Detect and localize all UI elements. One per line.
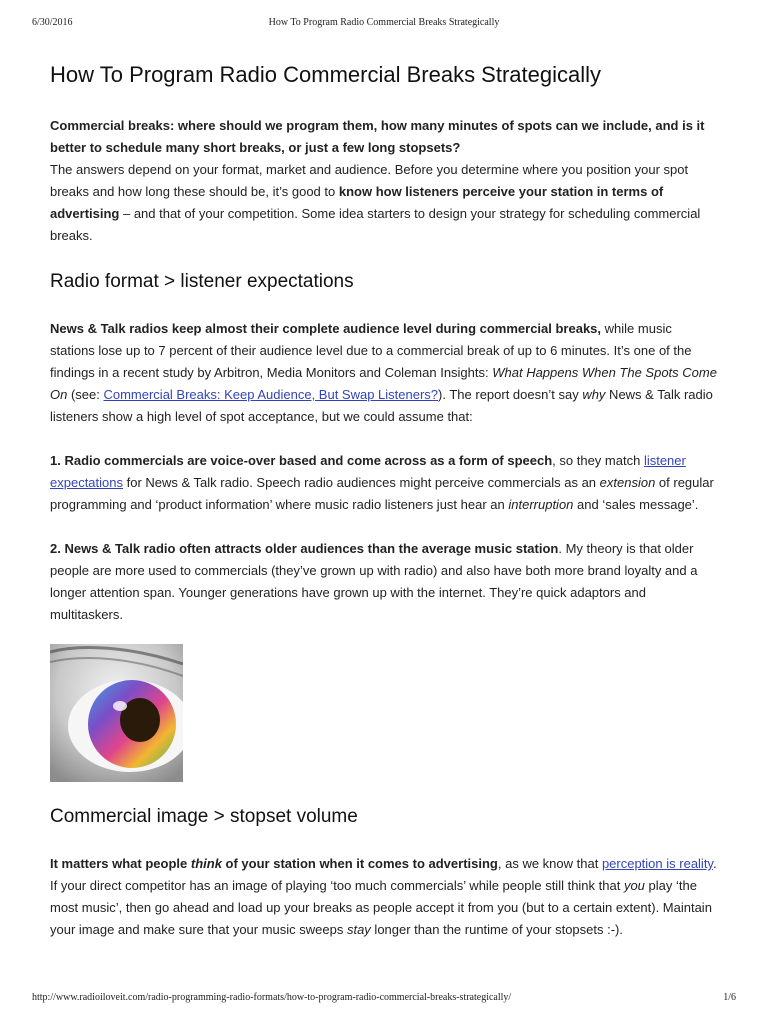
section-heading-format: Radio format > listener expectations <box>50 271 354 292</box>
article <box>50 60 718 941</box>
print-date: 6/30/2016 <box>32 17 73 28</box>
eye-image <box>50 644 183 782</box>
intro-paragraph: The answers depend on your format, market and audience. Before you determine where you position your spot breaks and how long these should be, it’s good to know how listeners perceive your station in terms of advertising – and that of your competition. Some idea starters to design your strategy for scheduling commercial breaks. <box>50 162 701 243</box>
print-page-number: 1/6 <box>723 992 736 1003</box>
paragraph-point-2: 2. News & Talk radio often attracts older audiences than the average music station. My theory is that older people are more used to commercials (they’ve grown up with radio) and also have both more brand loyalty and a longer attention span. Younger generations have grown up with the internet. They’re quick adaptors and multitaskers. <box>50 541 698 622</box>
paragraph-news-talk: News & Talk radios keep almost their complete audience level during commercial breaks, while music stations lose up to 7 percent of their audience level due to a commercial break of up to 6 minutes. It’s one of the findings in a recent study by Arbitron, Media Monitors and Coleman Insights: What Happens When The Spots Come On (see: Commercial Breaks: Keep Audience, But Swap Listeners?). The report doesn’t say why News & Talk radio listeners show a high level of spot acceptance, but we could assume that: <box>50 321 717 424</box>
article-title: How To Program Radio Commercial Breaks Strategically <box>50 62 602 87</box>
link-listener-expectations[interactable]: listener expectations <box>50 453 686 490</box>
eye-illustration <box>50 644 183 782</box>
paragraph-perception: It matters what people think of your station when it comes to advertising, as we know that perception is reality. If your direct competitor has an image of playing ‘too much commercials’ while people still think that you play ‘the most music’, then go ahead and load up your breaks as people accept it from you (but to a certain extent). Maintain your image and make sure that your music sweeps stay longer than the runtime of your stopsets :-). <box>50 856 717 937</box>
section-heading-image: Commercial image > stopset volume <box>50 806 358 827</box>
link-perception-is-reality[interactable]: perception is reality <box>601 856 713 871</box>
print-header-title: How To Program Radio Commercial Breaks Strategically <box>268 17 500 28</box>
intro-question: Commercial breaks: where should we program them, how many minutes of spots can we include, and is it better to schedule many short breaks, or just a few long stopsets? <box>50 118 705 155</box>
link-commercial-breaks[interactable]: Commercial Breaks: Keep Audience, But Swap Listeners? <box>103 387 439 402</box>
paragraph-point-1: 1. Radio commercials are voice-over based and come across as a form of speech, so they match listener expectations for News & Talk radio. Speech radio audiences might perceive commercials as an extension of regular programming and ‘product information’ where music radio listeners just hear an interruption and ‘sales message’. <box>50 453 714 512</box>
print-footer-url: http://www.radioiloveit.com/radio-programming-radio-formats/how-to-program-radio-commercial-breaks-strategically/ <box>32 992 512 1003</box>
